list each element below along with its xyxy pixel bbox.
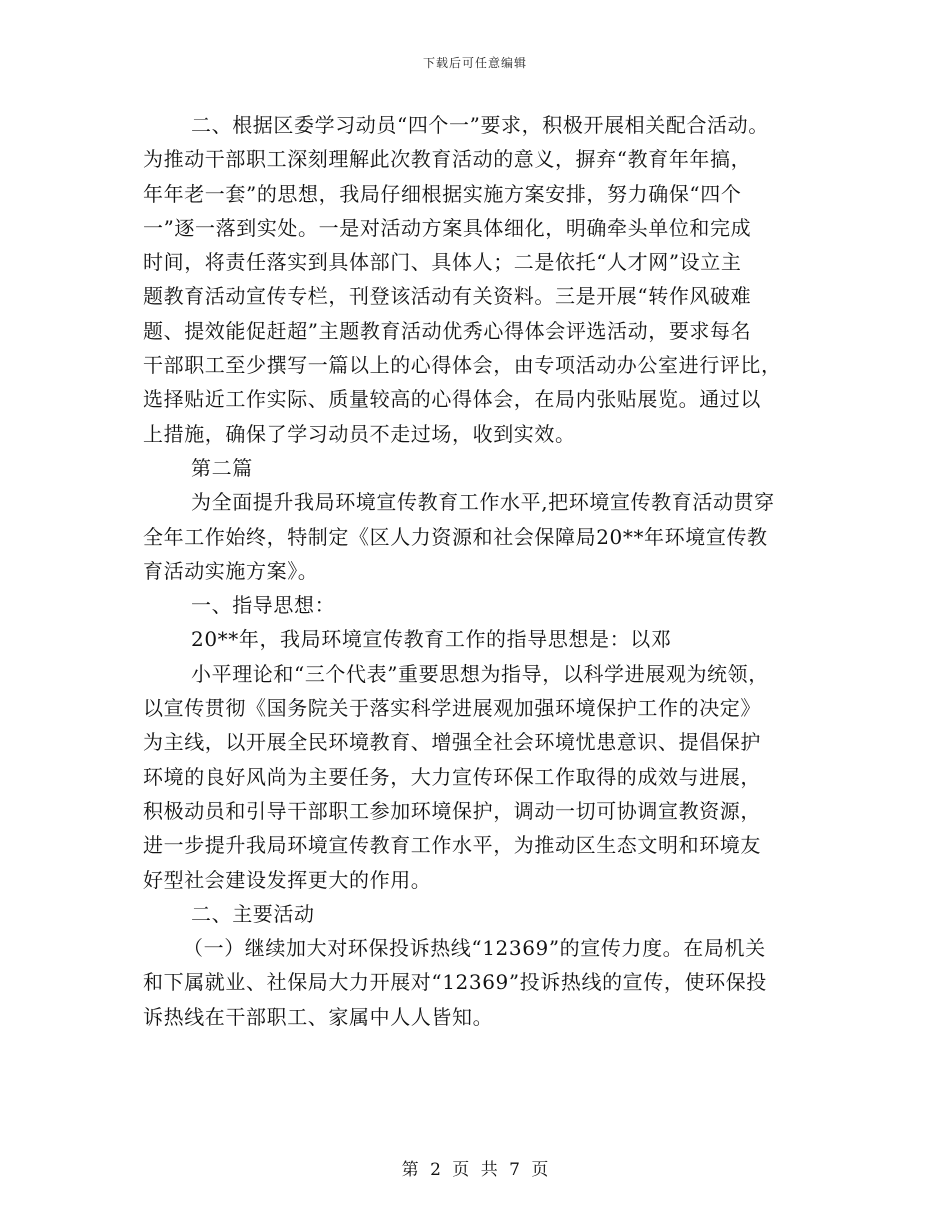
text-line: 小平理论和“三个代表”重要思想为指导，以科学进展观为统领， xyxy=(191,661,769,686)
text-line: 二、根据区委学习动员“四个一”要求，积极开展相关配合活动。 xyxy=(191,113,769,137)
text-line: 二、主要活动 xyxy=(191,901,315,926)
text-line: （一）继续加大对环保投诉热线“12369”的宣传力度。在局机关 xyxy=(183,936,766,961)
text-line: 一”逐一落到实处。一是对活动方案具体细化，明确牵头单位和完成 xyxy=(143,215,752,240)
text-line: 诉热线在干部职工、家属中人人皆知。 xyxy=(143,1004,494,1029)
text-line: 年年老一套”的思想，我局仔细根据实施方案安排，努力确保“四个 xyxy=(143,181,742,206)
text-line: 积极动员和引导干部职工参加环境保护，调动一切可协调宣教资源， xyxy=(143,798,761,823)
text-line: 题、提效能促赶超”主题教育活动优秀心得体会评选活动，要求每名 xyxy=(143,318,752,343)
text-line: 为全面提升我局环境宣传教育工作水平,把环境宣传教育活动贯穿 xyxy=(191,490,775,515)
text-line: 一、指导思想： xyxy=(191,593,336,618)
page-header: 下载后可任意编辑 xyxy=(422,56,527,70)
text-line: 育活动实施方案》。 xyxy=(143,558,319,583)
page-footer: 第 2 页 共 7 页 xyxy=(401,1160,549,1180)
text-line: 好型社会建设发挥更大的作用。 xyxy=(143,867,432,892)
text-line: 进一步提升我局环境宣传教育工作水平，为推动区生态文明和环境友 xyxy=(143,833,761,858)
text-line: 上措施，确保了学习动员不走过场，收到实效。 xyxy=(143,421,576,446)
text-line: 时间，将责任落实到具体部门、具体人；二是依托“人才网”设立主 xyxy=(143,250,742,275)
text-line: 题教育活动宣传专栏，刊登该活动有关资料。三是开展“转作风破难 xyxy=(143,284,752,309)
text-line: 以宣传贯彻《国务院关于落实科学进展观加强环境保护工作的决定》 xyxy=(143,696,761,721)
text-line: 选择贴近工作实际、质量较高的心得体会，在局内张贴展览。通过以 xyxy=(143,387,761,412)
text-line: 为推动干部职工深刻理解此次教育活动的意义，摒弃“教育年年搞， xyxy=(143,147,752,172)
text-line: 和下属就业、社保局大力开展对“12369”投诉热线的宣传，使环保投 xyxy=(143,970,767,995)
text-line: 干部职工至少撰写一篇以上的心得体会，由专项活动办公室进行评比， xyxy=(143,353,782,378)
document-body xyxy=(143,108,813,1034)
text-line: 环境的良好风尚为主要任务，大力宣传环保工作取得的成效与进展， xyxy=(143,764,761,789)
text-line: 第二篇 xyxy=(191,455,253,480)
text-line: 为主线，以开展全民环境教育、增强全社会环境忧患意识、提倡保护 xyxy=(143,730,761,755)
text-line: 全年工作始终，特制定《区人力资源和社会保障局20**年环境宣传教 xyxy=(143,524,768,549)
text-line: 20**年，我局环境宣传教育工作的指导思想是：以邓 xyxy=(191,627,672,652)
